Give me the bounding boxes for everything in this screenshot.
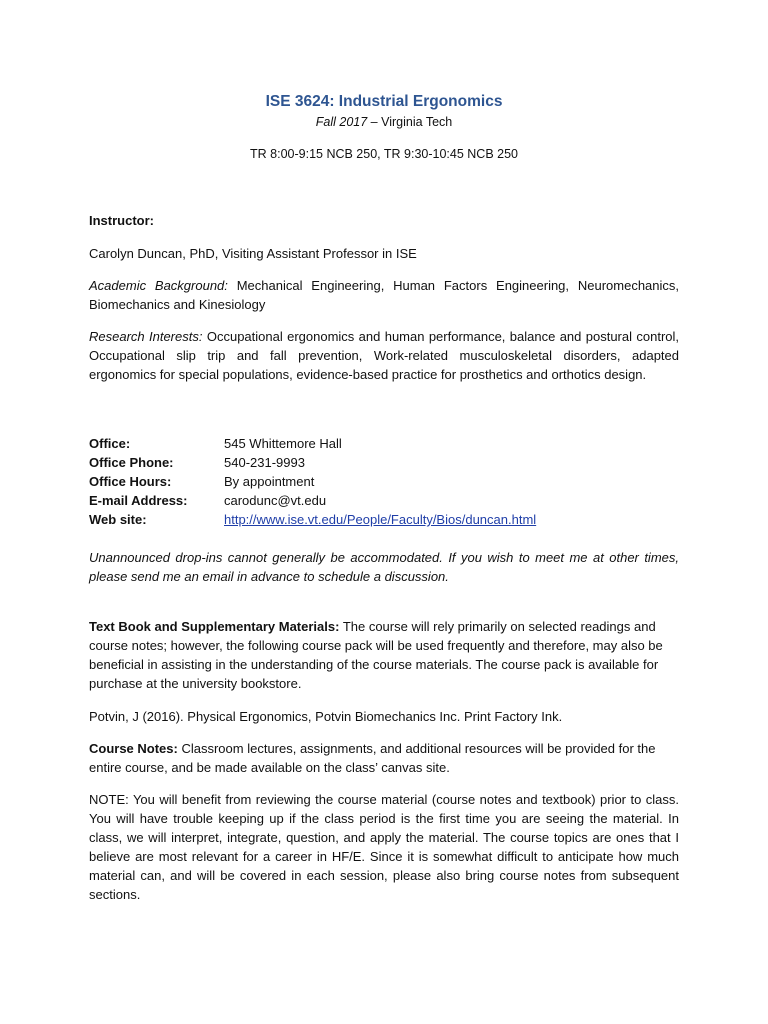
contact-office-row xyxy=(89,434,679,453)
research-interests xyxy=(89,327,679,384)
contact-web-row xyxy=(89,510,679,529)
research-interests-label: Research Interests: xyxy=(89,329,203,344)
course-pack-citation: Potvin, J (2016). Physical Ergonomics, Potvin Biomechanics Inc. Print Factory Ink. xyxy=(89,709,563,724)
research-interests-text: Occupational ergonomics and human performance, balance and postural control, Occupational slip trip and fall prevention, Work-related musculoskeletal disorders, adapted ergonomics for special populations, evidence-based practice for prosthetics and orthotics design. xyxy=(89,329,679,382)
institution: Virginia Tech xyxy=(381,115,453,129)
contact-email-row xyxy=(89,491,679,510)
course-notes-paragraph xyxy=(89,739,679,777)
course-notes-text: Classroom lectures, assignments, and additional resources will be provided for the entire course, and be made available on the class’ canvas site. xyxy=(89,741,656,775)
term-line xyxy=(89,114,679,131)
contact-phone-row xyxy=(89,453,679,472)
academic-background-label: Academic Background: xyxy=(89,278,228,293)
email-value: carodunc@vt.edu xyxy=(224,493,327,508)
web-label: Web site: xyxy=(89,512,147,527)
web-site-link[interactable]: http://www.ise.vt.edu/People/Faculty/Bios/duncan.html xyxy=(224,512,537,527)
academic-background-text: Mechanical Engineering, Human Factors Engineering, Neuromechanics, Biomechanics and Kinesiology xyxy=(89,278,680,312)
materials-paragraph xyxy=(89,617,679,693)
materials-text: The course will rely primarily on selected readings and course notes; however, the following course pack will be used frequently and therefore, may also be beneficial in assisting in the understanding of the course materials. The course pack is available for purchase at the university bookstore. xyxy=(89,619,663,691)
phone-label: Office Phone: xyxy=(89,455,174,470)
instructor-heading: Instructor: xyxy=(89,213,154,228)
course-title: ISE 3624: Industrial Ergonomics xyxy=(265,93,503,110)
term-separator: – xyxy=(367,115,382,129)
hours-value: By appointment xyxy=(224,474,315,489)
course-notes-label: Course Notes: xyxy=(89,741,178,756)
instructor-name: Carolyn Duncan, PhD, Visiting Assistant Professor in ISE xyxy=(89,246,417,261)
email-label: E-mail Address: xyxy=(89,493,188,508)
note-paragraph: NOTE: You will benefit from reviewing the course material (course notes and textbook) prior to class. You will have trouble keeping up if the class period is the first time you are seeing the material. In class, we will interpret, integrate, question, and apply the material. The course topics are ones that I believe are most relevant for a career in HF/E. Since it is somewhat difficult to anticipate how much material can, and will be covered in each session, please also bring course notes from subsequent sections. xyxy=(89,792,679,902)
materials-label: Text Book and Supplementary Materials: xyxy=(89,619,340,634)
hours-label: Office Hours: xyxy=(89,474,172,489)
phone-value: 540-231-9993 xyxy=(224,455,305,470)
class-schedule: TR 8:00-9:15 NCB 250, TR 9:30-10:45 NCB 250 xyxy=(250,147,518,161)
academic-background xyxy=(89,276,679,314)
term: Fall 2017 xyxy=(315,115,368,129)
office-label: Office: xyxy=(89,436,131,451)
office-value: 545 Whittemore Hall xyxy=(224,436,342,451)
contact-hours-row xyxy=(89,472,679,491)
drop-in-notice: Unannounced drop-ins cannot generally be accommodated. If you wish to meet me at other times, please send me an email in advance to schedule a discussion. xyxy=(89,550,679,584)
